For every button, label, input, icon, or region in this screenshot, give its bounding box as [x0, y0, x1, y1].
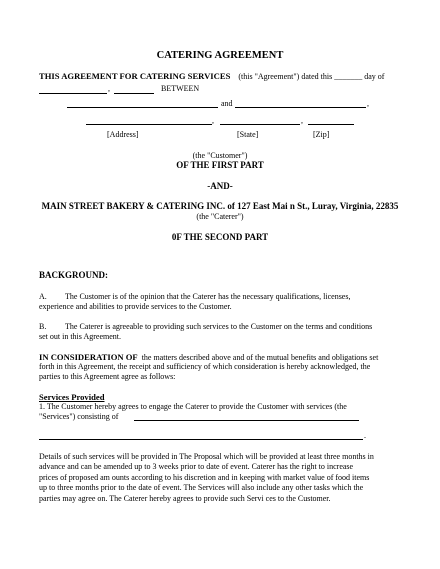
recital-b-label: B.	[39, 322, 47, 331]
recital-b-line: The Caterer is agreeable to providing such services to the Customer on the terms and conditions	[65, 322, 373, 331]
between-label: BETWEEN	[161, 84, 200, 93]
recital-a-label: A.	[39, 292, 47, 301]
consideration-line: parties to this Agreement agree as follows:	[39, 372, 176, 381]
customer-note: (the "Customer")	[192, 151, 248, 160]
intro-bold: THIS AGREEMENT FOR CATERING SERVICES	[39, 71, 231, 81]
blank-line	[235, 107, 366, 108]
blank-line	[220, 124, 300, 125]
document-title: CATERING AGREEMENT	[156, 50, 284, 61]
and-separator: -AND-	[207, 181, 233, 191]
services-blank-line	[134, 420, 359, 421]
recital-a-line: experience and abilities to provide services to the Customer.	[39, 302, 232, 311]
services-blank-line	[39, 439, 363, 440]
details-line: advance and can be amended up to 3 weeks prior to date of event. Caterer has the right to increase	[39, 462, 354, 471]
background-heading: BACKGROUND:	[39, 270, 108, 280]
blank-line	[67, 107, 218, 108]
consideration-line: forth in this Agreement, the receipt and sufficiency of which consideration is hereby acknowledged, the	[39, 362, 371, 371]
comma: ,	[212, 116, 214, 125]
services-line: "Services") consisting of	[39, 412, 119, 421]
details-line: Details of such services will be provided in The Proposal which will be provided at least three months in	[39, 452, 374, 461]
blank-line	[39, 93, 107, 94]
caterer-line: MAIN STREET BAKERY & CATERING INC. of 127 East Mai n St., Luray, Virginia, 22835	[41, 201, 399, 211]
consideration-bold: IN CONSIDERATION OF	[39, 352, 138, 362]
recital-a-line: The Customer is of the opinion that the Caterer has the necessary qualifications, licenses,	[65, 292, 351, 301]
state-label: [State]	[237, 130, 259, 139]
comma: ,	[367, 99, 369, 108]
details-line: parties may agree on. The Caterer hereby agrees to provide such Servi ces to the Customer.	[39, 494, 331, 503]
details-line: up to three months prior to the date of event. The Services will also include any other tasks which the	[39, 483, 364, 492]
intro-line	[39, 71, 384, 82]
blank-line	[114, 93, 154, 94]
recital-b-line: set out in this Agreement.	[39, 332, 121, 341]
zip-label: [Zip]	[313, 130, 330, 139]
consideration-text: the matters described above and of the mutual benefits and obligations set	[141, 353, 379, 362]
second-part-label: 0F THE SECOND PART	[171, 232, 269, 242]
caterer-note: (the "Caterer")	[196, 212, 244, 221]
services-line: 1. The Customer hereby agrees to engage the Caterer to provide the Customer with services (the	[39, 402, 347, 411]
blank-line	[308, 124, 354, 125]
address-label: [Address]	[107, 130, 139, 139]
comma: ,	[108, 84, 110, 93]
and-label: and	[221, 99, 233, 108]
services-end-mark: .	[364, 431, 366, 440]
details-line: prices of proposed am ounts according to his discretion and in keeping with market value of food items	[39, 473, 370, 482]
comma: ,	[301, 116, 303, 125]
first-part-label: OF THE FIRST PART	[176, 160, 264, 170]
services-heading: Services Provided	[39, 392, 105, 402]
blank-line	[86, 124, 212, 125]
intro-rest: (this "Agreement") dated this _______ day of	[238, 72, 385, 81]
